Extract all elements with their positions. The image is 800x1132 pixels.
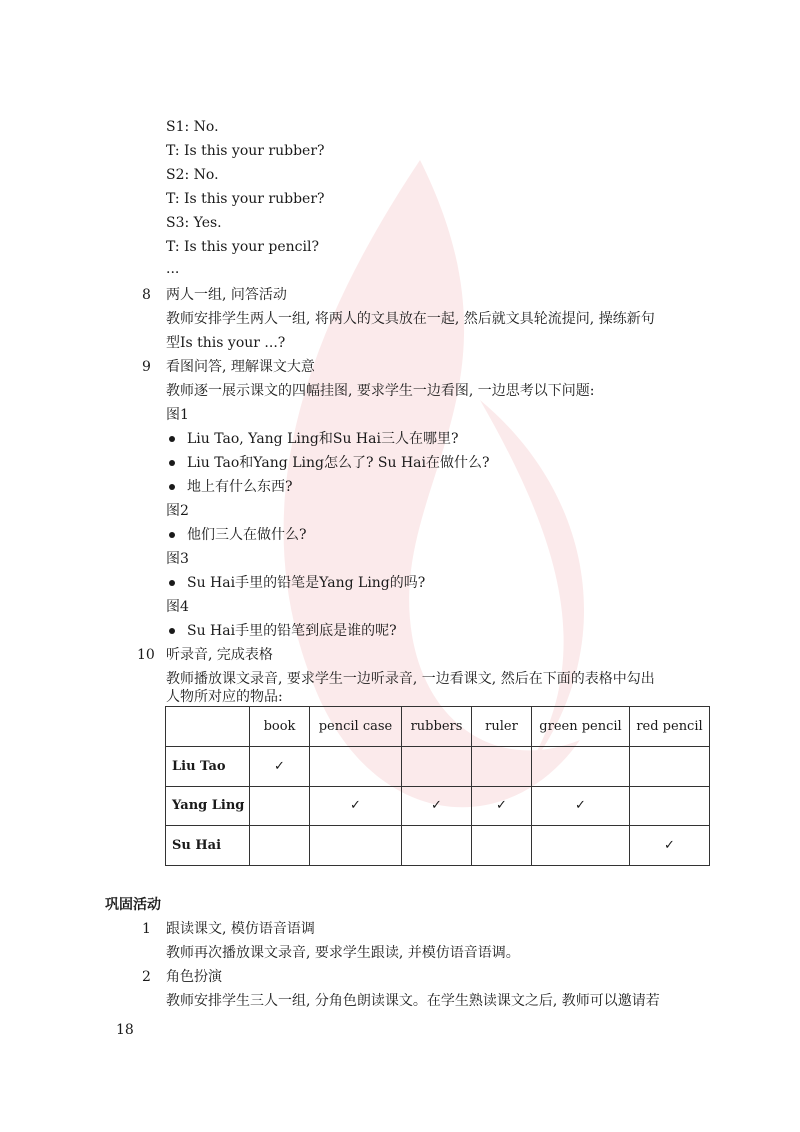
question-item: 他们三人在做什么? bbox=[166, 526, 307, 544]
check-cell bbox=[472, 746, 532, 786]
activity-intro: 教师逐一展示课文的四幅挂图, 要求学生一边看图, 一边思考以下问题: bbox=[166, 383, 595, 399]
check-cell bbox=[250, 786, 310, 826]
dialogue-line: T: Is this your pencil? bbox=[166, 239, 319, 255]
table-header-cell: rubbers bbox=[402, 707, 472, 747]
check-cell: ✓ bbox=[250, 746, 310, 786]
activity-body-line: 教师安排学生两人一组, 将两人的文具放在一起, 然后就文具轮流提问, 操练新句 bbox=[166, 311, 655, 327]
bullet-icon bbox=[169, 628, 175, 634]
table-row bbox=[166, 746, 710, 786]
table-header-cell: ruler bbox=[472, 707, 532, 747]
table-header-cell bbox=[166, 707, 250, 747]
page-number: 18 bbox=[116, 1022, 134, 1038]
dialogue-line: S1: No. bbox=[166, 119, 219, 135]
row-name: Su Hai bbox=[166, 826, 250, 866]
bullet-icon bbox=[169, 532, 175, 538]
table-header-cell: book bbox=[250, 707, 310, 747]
check-cell bbox=[472, 826, 532, 866]
check-cell: ✓ bbox=[472, 786, 532, 826]
dialogue-line: S3: Yes. bbox=[166, 215, 222, 231]
check-cell bbox=[630, 746, 710, 786]
dialogue-line: T: Is this your rubber? bbox=[166, 143, 325, 159]
table-header-cell: red pencil bbox=[630, 707, 710, 747]
check-cell bbox=[532, 746, 630, 786]
check-cell bbox=[250, 826, 310, 866]
table-header-row bbox=[166, 707, 710, 747]
row-name: Liu Tao bbox=[166, 746, 250, 786]
activity-body-line: 人物所对应的物品: bbox=[166, 689, 283, 705]
section-heading: 巩固活动 bbox=[105, 897, 161, 913]
picture-label: 图1 bbox=[166, 407, 189, 423]
check-cell bbox=[402, 746, 472, 786]
check-cell bbox=[630, 786, 710, 826]
check-cell: ✓ bbox=[532, 786, 630, 826]
activity-number: 10 bbox=[137, 647, 155, 663]
activity-title: 看图问答, 理解课文大意 bbox=[166, 359, 315, 375]
bullet-icon bbox=[169, 460, 175, 466]
check-cell bbox=[310, 826, 402, 866]
table-header-cell: pencil case bbox=[310, 707, 402, 747]
picture-label: 图4 bbox=[166, 599, 189, 615]
check-cell: ✓ bbox=[630, 826, 710, 866]
table-row bbox=[166, 826, 710, 866]
check-cell bbox=[310, 746, 402, 786]
check-cell: ✓ bbox=[310, 786, 402, 826]
activity-title: 听录音, 完成表格 bbox=[166, 647, 273, 663]
question-item: Liu Tao, Yang Ling和Su Hai三人在哪里? bbox=[166, 430, 458, 448]
activity-number: 1 bbox=[142, 921, 151, 937]
activity-number: 8 bbox=[142, 287, 151, 303]
dialogue-line: S2: No. bbox=[166, 167, 219, 183]
activity-body-line: 教师播放课文录音, 要求学生一边听录音, 一边看课文, 然后在下面的表格中勾出 bbox=[166, 671, 655, 687]
row-name: Yang Ling bbox=[166, 786, 250, 826]
bullet-icon bbox=[169, 484, 175, 490]
question-item: Su Hai手里的铅笔到底是谁的呢? bbox=[166, 622, 397, 640]
items-checklist-table bbox=[165, 706, 710, 866]
activity-number: 2 bbox=[142, 969, 151, 985]
activity-body-line: 教师安排学生三人一组, 分角色朗读课文。在学生熟读课文之后, 教师可以邀请若 bbox=[166, 993, 660, 1009]
activity-title: 跟读课文, 模仿语音语调 bbox=[166, 921, 315, 937]
dialogue-line: T: Is this your rubber? bbox=[166, 191, 325, 207]
picture-label: 图3 bbox=[166, 551, 189, 567]
table-row bbox=[166, 786, 710, 826]
check-cell: ✓ bbox=[402, 786, 472, 826]
check-cell bbox=[532, 826, 630, 866]
table-header-cell: green pencil bbox=[532, 707, 630, 747]
activity-title: 两人一组, 问答活动 bbox=[166, 287, 287, 303]
picture-label: 图2 bbox=[166, 503, 189, 519]
question-item: 地上有什么东西? bbox=[166, 478, 293, 496]
bullet-icon bbox=[169, 580, 175, 586]
activity-number: 9 bbox=[142, 359, 151, 375]
activity-body-line: 教师再次播放课文录音, 要求学生跟读, 并模仿语音语调。 bbox=[166, 945, 520, 961]
question-item: Liu Tao和Yang Ling怎么了? Su Hai在做什么? bbox=[166, 454, 490, 472]
bullet-icon bbox=[169, 436, 175, 442]
check-cell bbox=[402, 826, 472, 866]
activity-body-line: 型Is this your ...? bbox=[166, 335, 286, 351]
activity-title: 角色扮演 bbox=[166, 969, 222, 985]
question-item: Su Hai手里的铅笔是Yang Ling的吗? bbox=[166, 574, 425, 592]
dialogue-ellipsis: ... bbox=[166, 261, 180, 277]
